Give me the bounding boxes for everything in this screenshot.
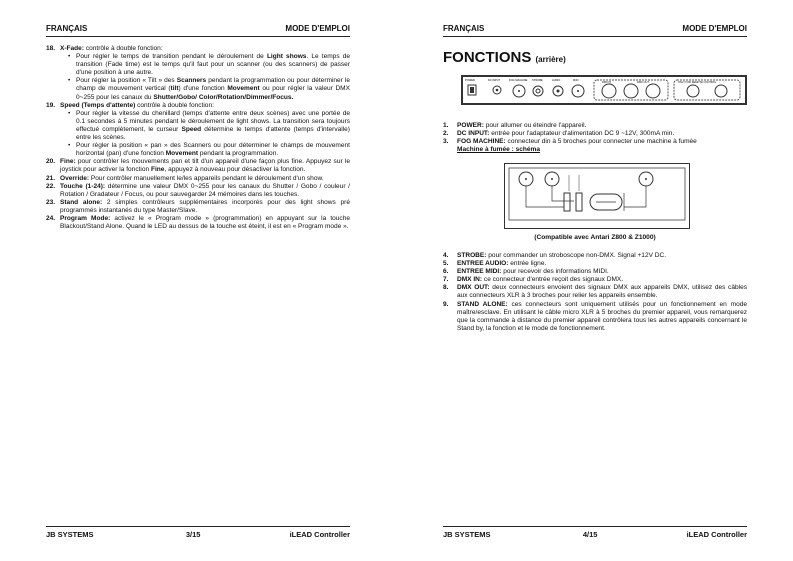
text-run: Pour régler le temps de transition pendant le déroulement de — [76, 53, 267, 61]
footer-product: iLEAD Controller — [289, 530, 350, 539]
text-run: pendant la programmation. — [198, 150, 279, 158]
item-text — [60, 199, 350, 215]
text-run: contrôle à double fonction: — [135, 101, 214, 109]
text-run: , appuyez à nouveau pour désactiver la fonction. — [164, 166, 306, 174]
item-number: 1. — [443, 122, 449, 129]
right-page — [397, 0, 793, 561]
footer-page-number: 4/15 — [582, 530, 598, 539]
item-number: 23. — [46, 198, 56, 206]
panel-label-dmx-out: DMX OUT — [637, 81, 649, 84]
item-number: 21. — [46, 174, 56, 182]
section-title-main: FONCTIONS — [443, 49, 532, 66]
text-run: Touche (1-24): — [60, 182, 106, 190]
list-item — [46, 158, 350, 174]
page-footer — [46, 526, 350, 541]
list-item — [443, 301, 747, 333]
text-run: activez le « Program mode » (programmation) en appuyant sur la touche Blackout/Stand Alone. Quand le LED au dessus de la touche est éteint, il est en « Program mode ». — [60, 214, 350, 231]
text-run: entrée ligne. — [508, 260, 547, 268]
text-run: DMX OUT: — [457, 284, 490, 292]
schema-label-wrap — [443, 146, 747, 154]
left-page — [0, 0, 396, 561]
text-run: DMX IN: — [457, 276, 483, 284]
text-run: détermine le temps d'attente (temps d'intervalle) entre les scènes. — [76, 125, 350, 142]
section-title — [443, 49, 566, 66]
sub-list-item — [76, 53, 350, 77]
list-item — [443, 122, 747, 130]
panel-label-strobe: STROBE — [532, 79, 543, 82]
text-run: Fine — [150, 166, 165, 174]
text-run: Speed (Temps d'attente) — [60, 101, 136, 109]
text-run: entrée pour l'adaptateur d'alimentation DC 9 ~12V, 300mA min. — [489, 130, 675, 138]
list-item — [443, 284, 747, 300]
item-text — [60, 215, 350, 231]
footer-product: iLEAD Controller — [686, 530, 747, 539]
list-item — [443, 268, 747, 276]
text-run: Stand alone: — [60, 198, 103, 206]
text-run: 2 simples contrôleurs supplémentaires incorporés pour des light shows pré programmés instantanés du type Master/Slave. — [60, 198, 350, 214]
list-item — [443, 276, 747, 284]
page-footer — [443, 526, 747, 541]
panel-label-dc: DC INPUT — [488, 79, 501, 82]
text-run: FOG MACHINE: — [457, 138, 506, 146]
text-run: pour commander un stroboscope non-DMX. Signal +12V DC. — [486, 252, 667, 259]
schema-caption: (Compatible avec Antari Z800 & Z1000) — [534, 234, 656, 241]
text-run: . Le temps de transition (Fade time) est le temps qu'il faut pour un scanner (ou des scanners) de passer d'une position à une autre. — [76, 53, 350, 77]
text-run: Scanners — [176, 77, 207, 85]
section-title-sub: (arrière) — [535, 55, 566, 64]
text-run: Pour contrôler manuellement le/les appareils pendant le déroulement d'un show. — [89, 174, 324, 182]
function-list-part-1 — [443, 122, 747, 146]
item-number: 24. — [46, 214, 56, 222]
rear-panel-illustration — [461, 75, 747, 105]
item-number: 18. — [46, 45, 56, 52]
list-item — [46, 215, 350, 231]
item-text — [457, 122, 747, 130]
function-list-part-2 — [443, 252, 747, 333]
sub-list — [60, 53, 350, 102]
text-run: STROBE: — [457, 252, 487, 259]
header-language: FRANÇAIS — [46, 24, 88, 33]
item-number: 4. — [443, 252, 449, 259]
text-run: tilt — [170, 85, 179, 93]
item-number: 5. — [443, 260, 449, 268]
item-text — [60, 45, 350, 102]
text-run: ENTREE AUDIO: — [457, 260, 509, 268]
text-run: pour contrôler les mouvements pan et tilt d'un appareil d'une façon plus fine. Appuyez sur le joystick pour activer la fonction — [60, 158, 350, 174]
item-text — [457, 260, 747, 268]
item-number: 19. — [46, 101, 56, 109]
list-item — [46, 45, 350, 102]
text-run: Pour régler la position « pan » des Scanners ou pour déterminer le champs de mouvement horizontal (pan) d'une fonction — [76, 142, 350, 158]
list-item — [46, 175, 350, 183]
text-run: ces connecteurs sont uniquement utilisés pour un fonctionnement en mode maître/esclave. En utilisant le câble micro XLR à 5 broches du premier appareil, vous remarquerez que la commande à distance du premier appareil contrôlera tous les autres appareils concernant le Stand by, la fonction et le mode de fonctionnement. — [457, 300, 747, 332]
text-run: Light shows — [266, 53, 307, 61]
item-number: 2. — [443, 130, 449, 138]
item-number: 3. — [443, 138, 449, 146]
text-run: pour allumer ou éteindre l'appareil. — [483, 122, 587, 129]
header-manual-title: MODE D'EMPLOI — [285, 24, 350, 33]
text-run: pour recevoir des informations MIDI. — [501, 268, 609, 276]
item-number: 20. — [46, 158, 56, 166]
text-run: Fine: — [60, 158, 76, 166]
text-run: STAND ALONE: — [457, 300, 508, 308]
item-text — [457, 301, 747, 333]
item-number: 8. — [443, 284, 449, 292]
list-item — [46, 102, 350, 159]
panel-label-power: POWER — [465, 79, 475, 82]
sub-list-item — [76, 77, 350, 101]
item-number: 6. — [443, 268, 449, 276]
item-text — [457, 284, 747, 300]
text-run: X-Fade: — [60, 45, 85, 52]
list-item — [443, 260, 747, 268]
text-run: Program Mode: — [60, 214, 111, 222]
header-language: FRANÇAIS — [443, 24, 485, 33]
item-text — [457, 276, 747, 284]
page-header — [443, 24, 747, 37]
text-run: DC INPUT: — [457, 130, 490, 138]
footer-brand: JB SYSTEMS — [46, 530, 94, 539]
page-header — [46, 24, 350, 37]
header-manual-title: MODE D'EMPLOI — [682, 24, 747, 33]
text-run: Pour régler la position « Tilt » des — [76, 77, 177, 85]
footer-brand: JB SYSTEMS — [443, 530, 491, 539]
panel-label-midi: MIDI — [573, 79, 579, 82]
text-run: pendant la programmation ou pour déterminer le champ de mouvement vertical ( — [76, 77, 351, 93]
sub-list-item — [76, 142, 350, 158]
item-text — [457, 130, 747, 138]
text-run: POWER: — [457, 122, 484, 129]
text-run: deux connecteurs envoient des signaux DMX aux appareils DMX, utilisez des câbles aux connecteurs XLR à 3 broches pour relier les appareils ensemble. — [457, 284, 747, 300]
list-item — [46, 199, 350, 215]
text-run: ) d'une fonction — [178, 85, 228, 93]
sub-list — [60, 110, 350, 159]
sub-list-item — [76, 110, 350, 142]
list-item — [46, 183, 350, 199]
item-number: 22. — [46, 182, 56, 190]
item-number: 9. — [443, 300, 449, 308]
fog-machine-schematic — [504, 163, 690, 229]
item-text — [60, 102, 350, 159]
fog-machine-schema-label: Machine à fumée : schéma — [457, 146, 540, 153]
panel-label-fog: FOG MACHINE — [509, 79, 528, 82]
item-text — [457, 252, 747, 260]
item-text — [457, 268, 747, 276]
text-run: Speed — [181, 125, 202, 133]
text-run: Pour régler la vitesse du chenillard (temps d'attente entre deux scènes) avec une portée de 0.1 secondes à 5 minutes pendant le déroulement de light shows. La transition sera toujours effectué complètement, le curseur — [76, 109, 350, 133]
item-text — [60, 175, 350, 183]
text-run: Shutter/Gobo/ Color/Rotation/Dimmer/Focus. — [153, 93, 294, 101]
text-run: contrôle à double fonction: — [84, 45, 163, 52]
text-run: Movement — [227, 85, 260, 93]
item-text — [60, 158, 350, 174]
text-run: connecteur din à 5 broches pour connecter une machine à fumée — [505, 138, 697, 146]
item-text — [60, 183, 350, 199]
text-run: ou pour régler la valeur DMX 0~255 pour les canaux du — [76, 85, 350, 101]
panel-label-dmx-in: DMX IN — [602, 81, 612, 84]
list-item — [443, 252, 747, 260]
list-item — [443, 130, 747, 138]
text-run: ce connecteur d'entrée reçoit des signaux DMX. — [482, 276, 624, 284]
footer-page-number: 3/15 — [185, 530, 201, 539]
text-run: ENTREE MIDI: — [457, 268, 502, 276]
text-run: détermine une valeur DMX 0~255 pour les canaux du Shutter / Gobo / couleur / Rotation / Gradateur / Focus, ou pour sauvegarder 24 mémoires dans les touches. — [60, 182, 350, 198]
panel-label-audio: AUDIO — [552, 79, 561, 82]
panel-label-stand-alone: ONLY FOR REMOTE CONTROL — [678, 81, 717, 84]
text-run: Movement — [165, 150, 199, 158]
item-number: 7. — [443, 276, 449, 284]
text-run: Override: — [60, 174, 90, 182]
left-body-text — [46, 45, 350, 231]
